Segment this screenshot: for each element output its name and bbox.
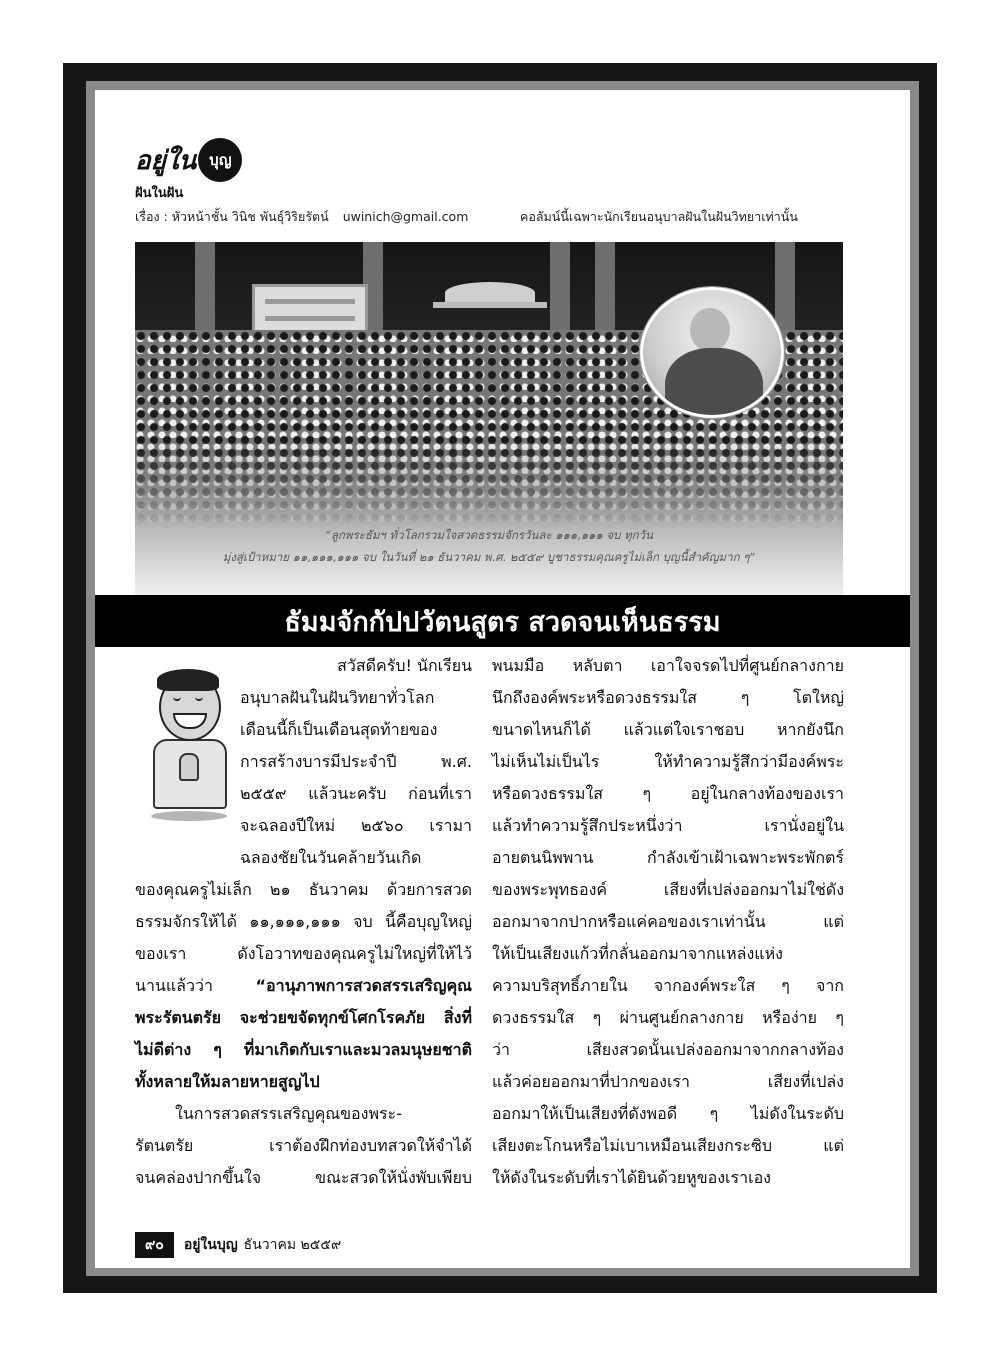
text-line: เสียงตะโกนหรือไม่เบาเหมือนเสียงกระซิบ แต่	[492, 1136, 844, 1155]
text-line: ของเรา ดังโอวาทของคุณครูไม่ใหญ่ที่ให้ไว้	[135, 944, 472, 963]
text-line: จะฉลองปีใหม่ ๒๕๖๐ เรามา	[240, 816, 472, 835]
quote-line: ไม่ดีต่าง ๆ ที่มาเกิดกับเราและมวลมนุษยชาติ	[135, 1040, 472, 1059]
logo-circle: บุญ	[198, 138, 242, 182]
logo-text: อยู่ใน	[135, 145, 197, 176]
text-line: ธรรมจักรให้ได้ ๑๑,๑๑๑,๑๑๑ จบ นี้คือบุญใหญ่	[135, 912, 472, 931]
monk-portrait	[640, 287, 784, 418]
cartoon-hair	[157, 669, 219, 691]
author-cartoon	[137, 665, 237, 825]
text-line: แล้วค่อยออกมาที่ปากของเรา เสียงที่เปล่ง	[492, 1072, 844, 1091]
text-line: ดวงธรรมใส ๆ ผ่านศูนย์กลางกาย หรือง่าย ๆ	[492, 1008, 844, 1027]
text-line: พนมมือ หลับตา เอาใจจรดไปที่ศูนย์กลางกาย	[492, 656, 844, 675]
article-column-left-top	[240, 650, 472, 874]
text-line	[135, 970, 472, 1002]
monk-robe	[665, 348, 763, 418]
text-line: อนุบาลฝันในฝันวิทยาทั่วโลก	[240, 688, 435, 707]
crowd-photo	[135, 242, 843, 595]
author: เรื่อง : หัวหน้าชั้น วินิช พันธุ์วิริยรัตน์	[135, 209, 329, 224]
magazine-page	[95, 90, 910, 1268]
text-line: รัตนตรัย เราต้องฝึกท่องบทสวดให้จำได้	[135, 1136, 472, 1155]
text-line: ไม่เห็นไม่เป็นไร ให้ทำความรู้สึกว่ามีองค์พระ	[492, 752, 844, 771]
text-line: ของพระพุทธองค์ เสียงที่เปล่งออกมาไม่ใช่ดัง	[492, 880, 844, 899]
byline	[135, 207, 798, 227]
cartoon-shadow	[151, 811, 227, 821]
text-line: นึกถึงองค์พระหรือดวงธรรมใส ๆ โตใหญ่	[492, 688, 844, 707]
text-line: หรือดวงธรรมใส ๆ อยู่ในกลางท้องของเรา	[492, 784, 844, 803]
text-line: ในการสวดสรรเสริญคุณของพระ-	[175, 1104, 402, 1123]
text-line: ขนาดไหนก็ได้ แล้วแต่ใจเราชอบ หากยังนึก	[492, 720, 844, 739]
cartoon-praying-hands	[179, 753, 199, 781]
text-line: แล้วทำความรู้สึกประหนึ่งว่า เรานั่งอยู่ใน	[492, 816, 844, 835]
dome	[445, 282, 535, 304]
monk-head	[690, 308, 730, 352]
text-line: สวัสดีครับ! นักเรียน	[337, 656, 472, 675]
text-line: ๒๕๕๙ แล้วนะครับ ก่อนที่เรา	[240, 784, 472, 803]
text-line: ของคุณครูไม่เล็ก ๒๑ ธันวาคม ด้วยการสวด	[135, 880, 472, 899]
author-email: uwinich@gmail.com	[342, 209, 469, 224]
quote-start: “อานุภาพการสวดสรรเสริญคุณ	[255, 976, 472, 995]
caption-line: “ลูกพระธัมฯ ทั่วโลกรวมใจสวดธรรมจักรวันละ ๑๑๑,๑๑๑ จบ ทุกวัน	[325, 528, 653, 542]
column-logo	[135, 138, 242, 182]
caption-line: มุ่งสู่เป้าหมาย ๑๑,๑๑๑,๑๑๑ จบ ในวันที่ ๒๑ ธันวาคม พ.ศ. ๒๕๕๙ บูชาธรรมคุณครูไม่เล็ก บุญนี้สำคัญมาก ๆ”	[222, 550, 756, 564]
text-line: ว่า เสียงสวดนั้นเปล่งออกมาจากกลางท้อง	[492, 1040, 844, 1059]
column-note: คอลัมน์นี้เฉพาะนักเรียนอนุบาลฝันในฝันวิทยาเท่านั้น	[520, 209, 798, 224]
text-line: ความบริสุทธิ์ภายใน จากองค์พระใส ๆ จาก	[492, 976, 844, 995]
quote-line: พระรัตนตรัย จะช่วยขจัดทุกข์โศกโรคภัย สิ่งที่	[135, 1008, 472, 1027]
photo-caption	[135, 524, 843, 568]
text-line: ออกมาให้เป็นเสียงที่ดังพอดี ๆ ไม่ดังในระดับ	[492, 1104, 844, 1123]
column-name: ฝันในฝัน	[135, 186, 184, 201]
text-line: เดือนนี้ก็เป็นเดือนสุดท้ายของ	[240, 720, 438, 739]
dome-base	[433, 302, 547, 308]
text-line: อายตนนิพพาน กำลังเข้าเฝ้าเฉพาะพระพักตร์	[492, 848, 844, 867]
text-line: ให้ดังในระดับที่เราได้ยินด้วยหูของเราเอง	[492, 1168, 771, 1187]
magazine-name: อยู่ในบุญ	[183, 1237, 238, 1253]
text-line: จนคล่องปากขึ้นใจ ขณะสวดให้นั่งพับเพียบ	[135, 1168, 472, 1187]
text-line: ออกมาจากปากหรือแค่คอของเราเท่านั้น แต่	[492, 912, 844, 931]
article-column-left	[135, 874, 472, 1194]
quote-intro: นานแล้วว่า	[135, 976, 256, 995]
text-line: ฉลองชัยในวันคล้ายวันเกิด	[240, 848, 422, 867]
article-column-right	[492, 650, 844, 1194]
page-footer	[135, 1232, 341, 1258]
page-number: ๙๐	[135, 1232, 174, 1258]
issue-date: ธันวาคม ๒๕๕๙	[243, 1237, 342, 1253]
text-line: การสร้างบารมีประจำปี พ.ศ.	[240, 752, 472, 771]
quote-line: ทั้งหลายให้มลายหายสูญไป	[135, 1072, 320, 1091]
article-title: ธัมมจักกัปปวัตนสูตร สวดจนเห็นธรรม	[95, 595, 910, 647]
text-line: ให้เป็นเสียงแก้วที่กลั่นออกมาจากแหล่งแห่ง	[492, 944, 783, 963]
